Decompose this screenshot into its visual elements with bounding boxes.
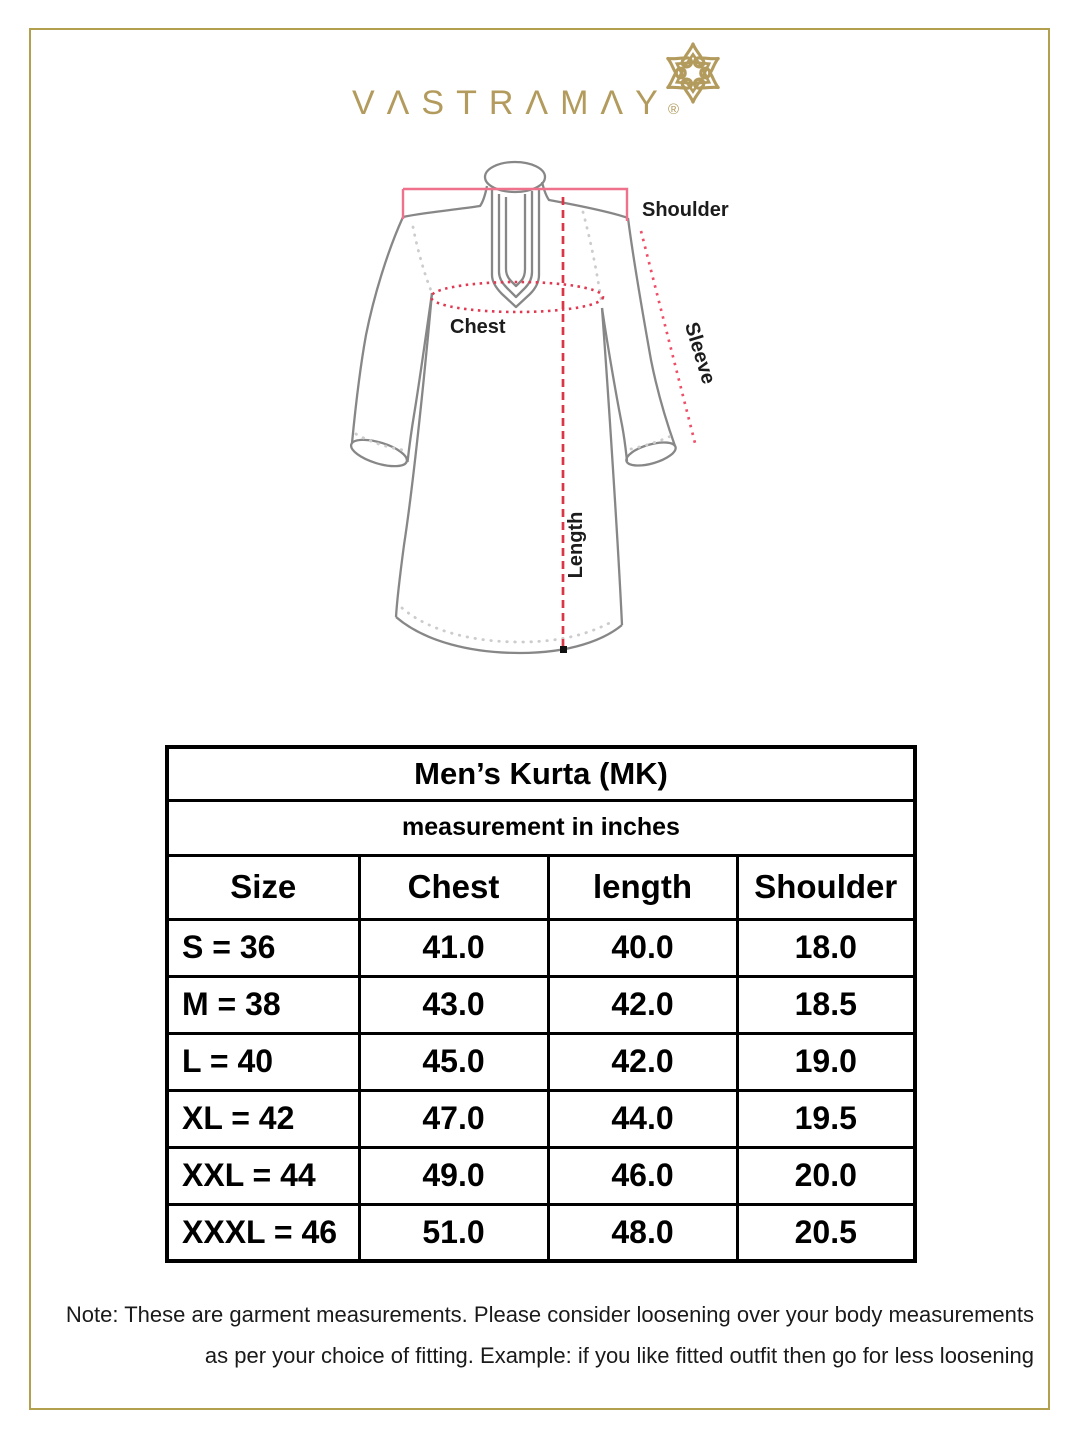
table-subtitle: measurement in inches xyxy=(167,800,915,855)
chest-cell: 43.0 xyxy=(359,976,548,1033)
table-row xyxy=(167,1090,915,1147)
brand-logo-text: VΛSTRΛMΛY xyxy=(352,84,670,122)
chest-cell: 47.0 xyxy=(359,1090,548,1147)
shoulder-cell: 18.0 xyxy=(737,919,915,976)
column-header-size: Size xyxy=(167,855,359,919)
note-line-2: as per your choice of fitting. Example: if you like fitted outfit then go for less loosening xyxy=(204,1343,1034,1368)
size-cell: M = 38 xyxy=(167,976,359,1033)
size-cell: XXL = 44 xyxy=(167,1147,359,1204)
table-row xyxy=(167,919,915,976)
chest-cell: 45.0 xyxy=(359,1033,548,1090)
note-line-1: Note: These are garment measurements. Please consider loosening over your body measurements xyxy=(65,1302,1034,1327)
size-cell: S = 36 xyxy=(167,919,359,976)
length-cell: 40.0 xyxy=(548,919,737,976)
length-cell: 42.0 xyxy=(548,1033,737,1090)
table-row xyxy=(167,976,915,1033)
table-header-row xyxy=(167,855,915,919)
kurta-outline xyxy=(348,162,678,653)
mandala-flower-icon xyxy=(653,33,733,113)
length-cell: 42.0 xyxy=(548,976,737,1033)
sleeve-label: Sleeve xyxy=(679,319,720,387)
length-cell: 48.0 xyxy=(548,1204,737,1261)
column-header-chest: Chest xyxy=(359,855,548,919)
column-header-length: length xyxy=(548,855,737,919)
table-subtitle-row xyxy=(167,800,915,855)
chest-cell: 49.0 xyxy=(359,1147,548,1204)
kurta-measurement-diagram xyxy=(320,150,780,730)
size-cell: XXXL = 46 xyxy=(167,1204,359,1261)
length-label: Length xyxy=(565,511,587,579)
shoulder-measure-line xyxy=(403,189,627,221)
kurta-seam-stitches xyxy=(356,212,671,642)
shoulder-cell: 19.0 xyxy=(737,1033,915,1090)
size-cell: XL = 42 xyxy=(167,1090,359,1147)
length-cell: 46.0 xyxy=(548,1147,737,1204)
shoulder-cell: 20.0 xyxy=(737,1147,915,1204)
length-line-end-marker xyxy=(560,646,567,653)
length-cell: 44.0 xyxy=(548,1090,737,1147)
size-chart-table xyxy=(165,745,917,1263)
column-header-shoulder: Shoulder xyxy=(737,855,915,919)
table-title-row xyxy=(167,747,915,800)
measurement-note xyxy=(30,1294,1050,1376)
table-row xyxy=(167,1204,915,1261)
shoulder-cell: 18.5 xyxy=(737,976,915,1033)
table-row xyxy=(167,1147,915,1204)
shoulder-label: Shoulder xyxy=(642,199,729,221)
table-row xyxy=(167,1033,915,1090)
registered-trademark-icon: ® xyxy=(668,101,680,118)
shoulder-cell: 20.5 xyxy=(737,1204,915,1261)
table-title: Men’s Kurta (MK) xyxy=(167,747,915,800)
shoulder-cell: 19.5 xyxy=(737,1090,915,1147)
chest-cell: 51.0 xyxy=(359,1204,548,1261)
chest-label: Chest xyxy=(450,316,506,338)
size-cell: L = 40 xyxy=(167,1033,359,1090)
chest-cell: 41.0 xyxy=(359,919,548,976)
